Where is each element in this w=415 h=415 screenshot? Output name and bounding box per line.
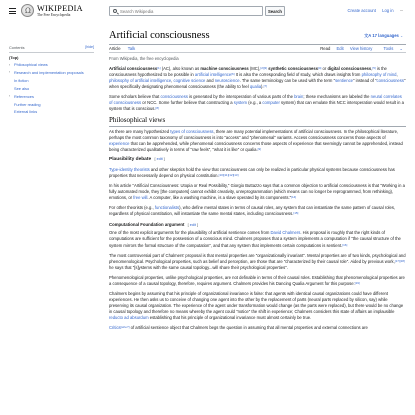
article-link[interactable]: types of consciousness bbox=[170, 129, 214, 135]
toc-item[interactable] bbox=[9, 109, 94, 115]
log-in-link[interactable]: Log in bbox=[382, 8, 394, 13]
chevron-right-icon[interactable]: › bbox=[9, 70, 11, 75]
text: that can be apprehended, while phenomenal consciousness concerns those aspects of experience that seemingly cannot be apprehended, instead being characterized qualitatively in terms of "raw feels", "what it is like" or qualia. bbox=[109, 141, 403, 153]
site-subtitle: From Wikipedia, the free encyclopedia bbox=[109, 56, 179, 61]
table-of-contents bbox=[9, 45, 94, 117]
article-link[interactable]: Critics bbox=[109, 325, 121, 331]
language-count: 17 languages bbox=[372, 33, 399, 38]
more-options-icon[interactable]: ··· bbox=[399, 8, 403, 13]
chevron-right-icon[interactable]: › bbox=[9, 62, 11, 67]
article-link[interactable]: Type-identity theorists bbox=[109, 167, 150, 173]
article-link[interactable]: reducto ad absurdum bbox=[109, 314, 149, 320]
toc-item-top[interactable]: (Top) bbox=[9, 54, 19, 60]
tabs-divider bbox=[109, 52, 406, 53]
toc-item-label: External links bbox=[14, 109, 38, 115]
article-link[interactable]: philosophy of mind bbox=[361, 72, 397, 78]
search-icon bbox=[113, 9, 117, 13]
edit-section-link[interactable]: [ edit ] bbox=[187, 222, 199, 227]
plausibility-paragraph-1 bbox=[109, 167, 406, 179]
text: , bbox=[396, 72, 398, 78]
article-link[interactable]: sentience bbox=[335, 78, 354, 84]
text: is generated by the interoperation of various parts of the bbox=[187, 94, 295, 100]
text: ). bbox=[261, 84, 264, 90]
personal-tools bbox=[343, 8, 403, 14]
tab-article[interactable]: Article bbox=[109, 46, 121, 51]
site-header bbox=[0, 0, 415, 22]
intro-paragraph-2 bbox=[109, 94, 406, 112]
article-link[interactable]: free will bbox=[133, 195, 148, 201]
bold-term: synthetic consciousness bbox=[268, 66, 319, 71]
toc-item-label: Further reading bbox=[14, 101, 41, 107]
citation[interactable]: [7] bbox=[263, 84, 267, 89]
toc-item-label: In fiction bbox=[14, 77, 29, 83]
text: The most controversial part of Chalmers' proposal is that mental properties are "organizationally invariant". Mental properties are of two kinds, psychological and phenomenological. Psychological properties, such as belief and perception, are those that are "characterized by their causal role". Aided by previous work, bbox=[109, 252, 406, 264]
wikipedia-tagline: The Free Encyclopedia bbox=[37, 12, 71, 17]
text: As there are many hypothesized bbox=[109, 129, 171, 135]
search-button[interactable]: Search bbox=[265, 6, 285, 16]
text: is the consciousness hypothesized to be possible in bbox=[109, 66, 387, 78]
article-link[interactable]: functionalists bbox=[154, 205, 180, 211]
text: " instead of " bbox=[353, 78, 377, 84]
citation[interactable]: [1] bbox=[157, 66, 161, 70]
toc-item-label: Philosophical views bbox=[14, 62, 48, 68]
article-link[interactable]: brain bbox=[294, 94, 304, 100]
search-input[interactable] bbox=[120, 8, 260, 15]
article-link[interactable]: cognitive science bbox=[173, 78, 206, 84]
text: and bbox=[205, 78, 215, 84]
text: In his article "Artificial Consciousness: Utopia or Real Possibility," Giorgio Buttazzo says that a common objection to artificial consciousness is that "Working in a fully automated mode, they [the computers] cannot exhibit creativity, unreprogrammation (which means can no longer be reprogrammed, from rethinking), emotions, or bbox=[109, 183, 405, 201]
tab-read[interactable]: Read bbox=[320, 46, 331, 51]
toc-item[interactable] bbox=[9, 86, 94, 92]
text: Phenomenological properties, unlike psychological properties, are not definable in terms of their causal roles. Establishing that phenomenological properties are a consequence of a causal topology, therefore, requires argument. Chalmers provides his Dancing Qualia Argument for this purpose: bbox=[109, 274, 405, 286]
bold-term: machine consciousness bbox=[200, 66, 249, 71]
tab-tools[interactable] bbox=[379, 46, 403, 51]
toc-item-label: See also bbox=[14, 85, 30, 91]
citation[interactable]: [5] bbox=[372, 66, 376, 70]
text: . The same terminology can be used with the term " bbox=[239, 78, 336, 84]
article-link[interactable]: David Chalmers bbox=[270, 230, 301, 236]
article-link[interactable]: artificial intelligence bbox=[194, 72, 232, 78]
section-divider bbox=[109, 126, 406, 127]
citation[interactable]: [8] bbox=[155, 106, 159, 111]
text: (e.g., a bbox=[247, 100, 263, 106]
citation[interactable]: [16] bbox=[342, 242, 348, 247]
search-box[interactable] bbox=[109, 6, 263, 16]
text: (MC), bbox=[248, 66, 261, 71]
text: . A computer, like a washing machine, is a slave operated by its components." bbox=[147, 195, 292, 201]
cfa-paragraph-4 bbox=[109, 291, 406, 321]
toc-item[interactable] bbox=[9, 70, 94, 76]
page-title: Artificial consciousness bbox=[109, 30, 210, 41]
plausibility-paragraph-3 bbox=[109, 205, 406, 217]
chevron-right-icon[interactable]: › bbox=[9, 93, 11, 98]
wikipedia-globe-logo[interactable] bbox=[21, 4, 34, 17]
text: or NCC. Some further believe that constructing a bbox=[141, 100, 234, 106]
text: ; these mechanisms are labeled the bbox=[303, 94, 371, 100]
citation[interactable]: [6] bbox=[231, 72, 235, 77]
section-heading-computational-foundation bbox=[109, 222, 406, 228]
article-link[interactable]: computer bbox=[262, 100, 280, 106]
text: system) that can emulate this NCC interoperation would result in a system that is conscious. bbox=[109, 100, 404, 112]
create-account-link[interactable]: Create account bbox=[347, 8, 376, 13]
plausibility-paragraph-2 bbox=[109, 183, 406, 201]
main-menu-icon[interactable] bbox=[9, 8, 16, 14]
citation[interactable]: [14] bbox=[291, 195, 297, 200]
text: " when specifically designating phenomenal consciousness (the ability to feel bbox=[109, 78, 406, 90]
edit-section-link[interactable]: [ edit ] bbox=[154, 157, 165, 162]
cfa-paragraph-5 bbox=[109, 325, 406, 331]
toc-divider bbox=[9, 52, 94, 53]
chevron-down-icon: ⌄ bbox=[400, 34, 403, 38]
section-heading-philosophical-views: Philosophical views bbox=[109, 116, 166, 125]
text: and other skeptics hold the view that consciousness can only be realized in particular physical systems because consciousness has properties that necessarily depend on physical constitution. bbox=[109, 167, 395, 179]
article-link[interactable]: neuroscience bbox=[214, 78, 240, 84]
citation[interactable]: [10][11][12][13] bbox=[218, 173, 239, 178]
edit-label[interactable]: edit bbox=[156, 157, 163, 162]
article-link[interactable]: experience bbox=[109, 141, 130, 147]
toc-title: Contents bbox=[9, 45, 25, 50]
text: ), who define mental states in terms of causal roles, any system that can instantiate the same pattern of causal roles, regardless of physical constitution, will instantiate the same mental states, including consciousness. bbox=[109, 205, 396, 217]
text: One of the most explicit arguments for the plausibility of artificial sentience comes from bbox=[109, 230, 271, 236]
toc-item-label: References bbox=[14, 93, 34, 99]
toc-item[interactable] bbox=[9, 78, 94, 84]
tab-view-history[interactable]: View history bbox=[349, 46, 373, 51]
text: Some scholars believe that bbox=[109, 94, 161, 100]
text: , bbox=[171, 78, 174, 84]
wikipedia-wordmark[interactable]: WIKIPEDIA bbox=[37, 3, 83, 13]
bold-term: digital consciousness bbox=[327, 66, 372, 71]
bold-term: Artificial consciousness bbox=[109, 66, 158, 71]
toc-item[interactable] bbox=[9, 102, 94, 108]
citation[interactable]: [2][3] bbox=[260, 66, 268, 70]
heading-text: Plausibility debate bbox=[109, 157, 152, 163]
title-divider bbox=[109, 44, 406, 45]
cfa-paragraph-1 bbox=[109, 230, 406, 248]
article-link[interactable]: philosophy of artificial intelligence bbox=[109, 78, 172, 84]
text: (AC), also known as bbox=[160, 66, 201, 71]
citation[interactable]: [who?] bbox=[120, 325, 130, 330]
text: or bbox=[321, 66, 328, 71]
text: he says that "[s]ystems with the same causal topology...will share their psychological properties". bbox=[109, 264, 288, 270]
cfa-paragraph-3 bbox=[109, 275, 406, 287]
toc-hide-button[interactable]: [hide] bbox=[85, 45, 94, 49]
article-link[interactable]: consciousness bbox=[160, 94, 188, 100]
text: establishing that his principle of organizational invariance must almost certainly be true. bbox=[148, 314, 312, 320]
section-heading-plausibility-debate bbox=[109, 157, 406, 164]
article-link[interactable]: qualia bbox=[249, 84, 262, 90]
text: . His proposal is roughly that the right kinds of computations are sufficient for the possession of a conscious mind. Chalmers proposes that a system implements a computation if "the causal structure of the system mirrors the formal structure of the computation", and that any system that implements certain computations is sentient. bbox=[109, 230, 401, 248]
article-link[interactable]: system bbox=[233, 100, 248, 106]
edit-label[interactable]: edit bbox=[189, 222, 196, 227]
chevron-down-icon: ⌄ bbox=[399, 46, 403, 51]
heading-text: Computational Foundation argument bbox=[109, 221, 185, 227]
toc-item[interactable] bbox=[9, 62, 94, 68]
toc-item[interactable] bbox=[9, 94, 94, 100]
toc-item-label: Research and implementation proposals bbox=[14, 70, 84, 76]
tools-label: Tools bbox=[383, 46, 394, 51]
text: For other theorists (e.g., bbox=[109, 205, 155, 211]
text: , there are many potential implementations of artificial consciousness. In the philosophical literature, perhaps the most common taxonomy of consciousness is into "access" and "phenomenal" variants. Access consciousness concerns those aspects of bbox=[109, 129, 399, 141]
text: , bbox=[371, 66, 373, 71]
tab-talk[interactable]: Talk bbox=[127, 46, 136, 51]
article-body bbox=[109, 66, 406, 335]
text: It is also the corresponding field of study, which draws insights from bbox=[234, 72, 362, 78]
philosophical-paragraph bbox=[109, 129, 406, 153]
citation[interactable]: [4] bbox=[318, 66, 322, 70]
language-button[interactable] bbox=[364, 33, 403, 39]
article-link[interactable]: neural correlates of consciousness bbox=[109, 94, 402, 106]
cfa-paragraph-2 bbox=[109, 253, 406, 271]
translate-icon: 文A bbox=[364, 33, 372, 38]
citation[interactable]: [15] bbox=[293, 211, 299, 216]
article-link[interactable]: consciousness bbox=[376, 78, 404, 84]
text: Chalmers begins by assuming that his principle of organizational invariance is false: that agents with identical causal organizations could have different experiences. He then asks us to conceive of changing one agent into the other by the replacement of parts (neural parts replaced by silicon, say) while preserving its causal organization. The experience of the agent under transformation would change (as the parts were replaced), but there would be no change in causal topology and therefore no means whereby the agent could "notice" the shift in experience; Chalmers considers this state of affairs an implausible bbox=[109, 290, 404, 314]
intro-paragraph-1 bbox=[109, 66, 406, 90]
text: of artificial sentience object that Chalmers begs the question in assuming that all mental properties and external connections are bbox=[129, 325, 368, 331]
tab-edit[interactable]: Edit bbox=[336, 46, 344, 51]
toc-header bbox=[9, 45, 94, 51]
citation[interactable]: [9] bbox=[257, 147, 261, 152]
citation[interactable]: [19] bbox=[354, 280, 360, 285]
citation[interactable]: [17][18] bbox=[394, 258, 405, 263]
